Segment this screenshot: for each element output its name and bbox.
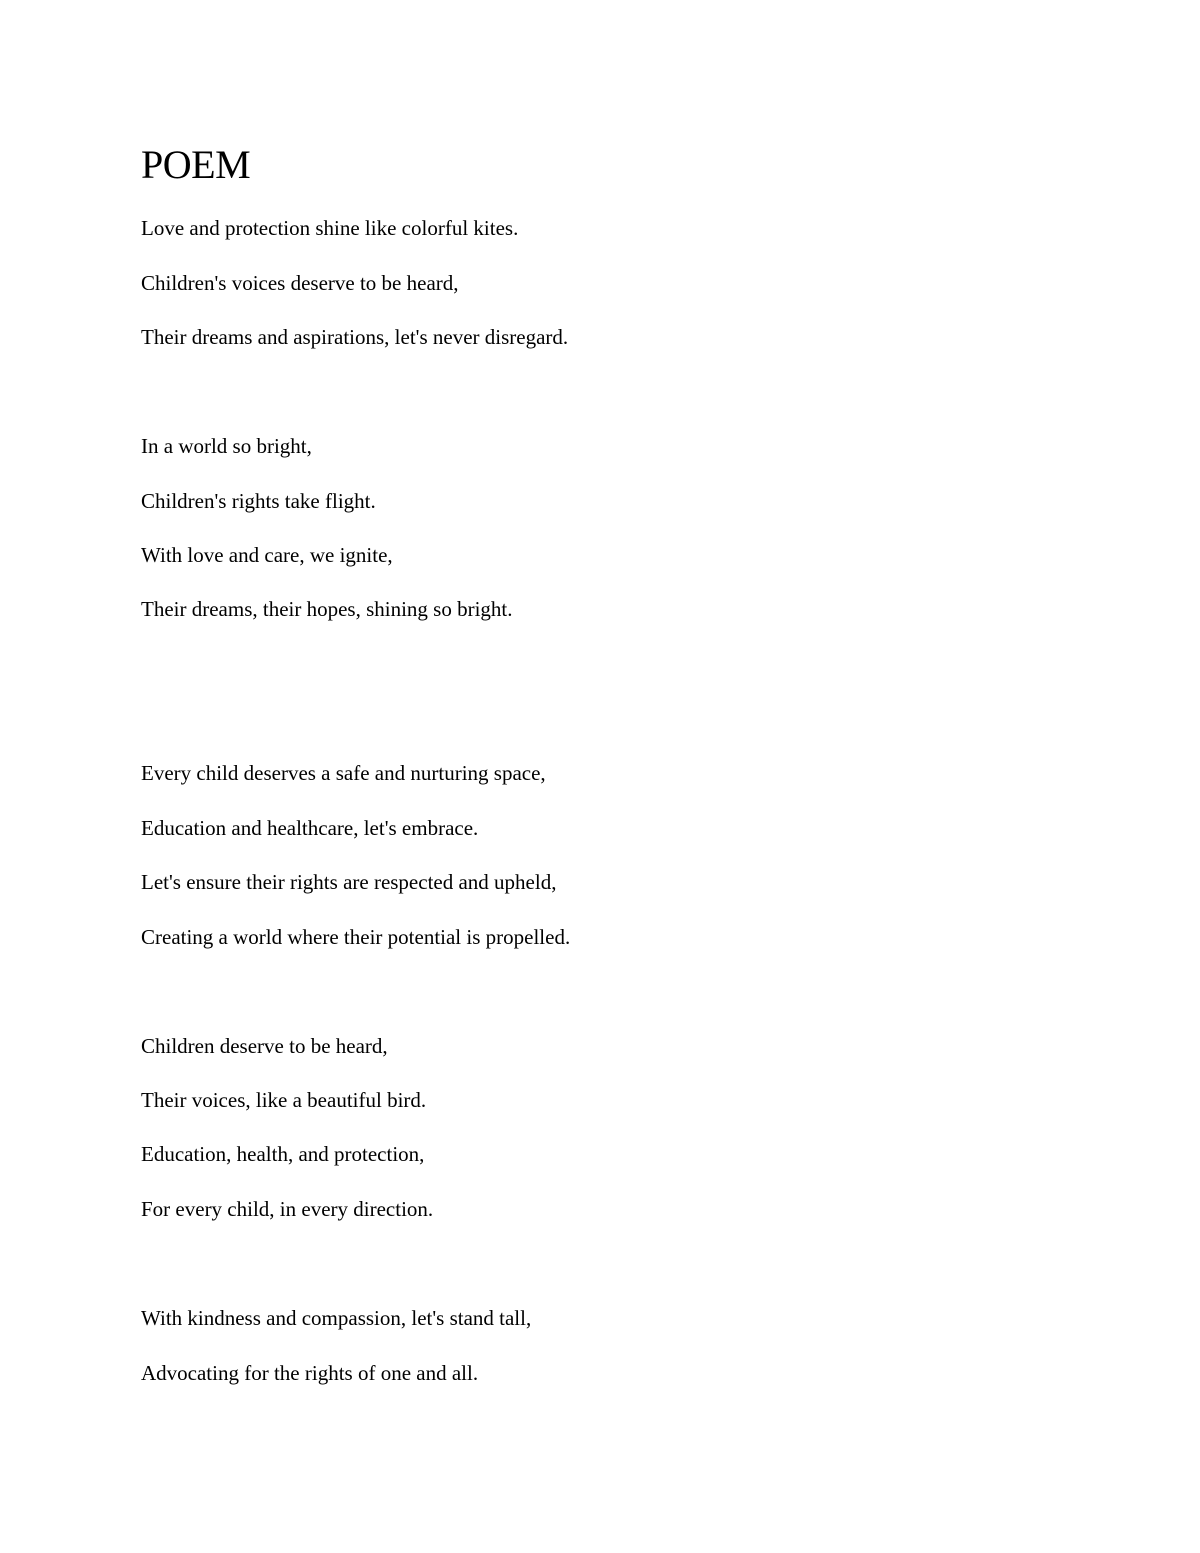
poem-line: Children's voices deserve to be heard, — [141, 271, 459, 295]
poem-line: With kindness and compassion, let's stand tall, — [141, 1306, 532, 1330]
poem-line: Every child deserves a safe and nurturing space, — [141, 761, 546, 785]
poem-line: Their dreams and aspirations, let's never disregard. — [141, 325, 569, 349]
poem-line: Advocating for the rights of one and all. — [141, 1361, 479, 1385]
poem-line: Their dreams, their hopes, shining so bright. — [141, 597, 513, 621]
poem-line: Education and healthcare, let's embrace. — [141, 816, 479, 840]
poem-line: In a world so bright, — [141, 434, 312, 458]
poem-line: With love and care, we ignite, — [141, 543, 393, 567]
poem-line: Love and protection shine like colorful kites. — [141, 216, 519, 240]
poem-line: Education, health, and protection, — [141, 1142, 425, 1166]
poem-line: Let's ensure their rights are respected and upheld, — [141, 870, 557, 894]
poem-line: For every child, in every direction. — [141, 1197, 434, 1221]
poem-line: Children's rights take flight. — [141, 489, 376, 513]
poem-line: Creating a world where their potential is propelled. — [141, 925, 571, 949]
poem-line: Children deserve to be heard, — [141, 1034, 388, 1058]
poem-title: POEM — [141, 142, 251, 187]
poem-line: Their voices, like a beautiful bird. — [141, 1088, 427, 1112]
